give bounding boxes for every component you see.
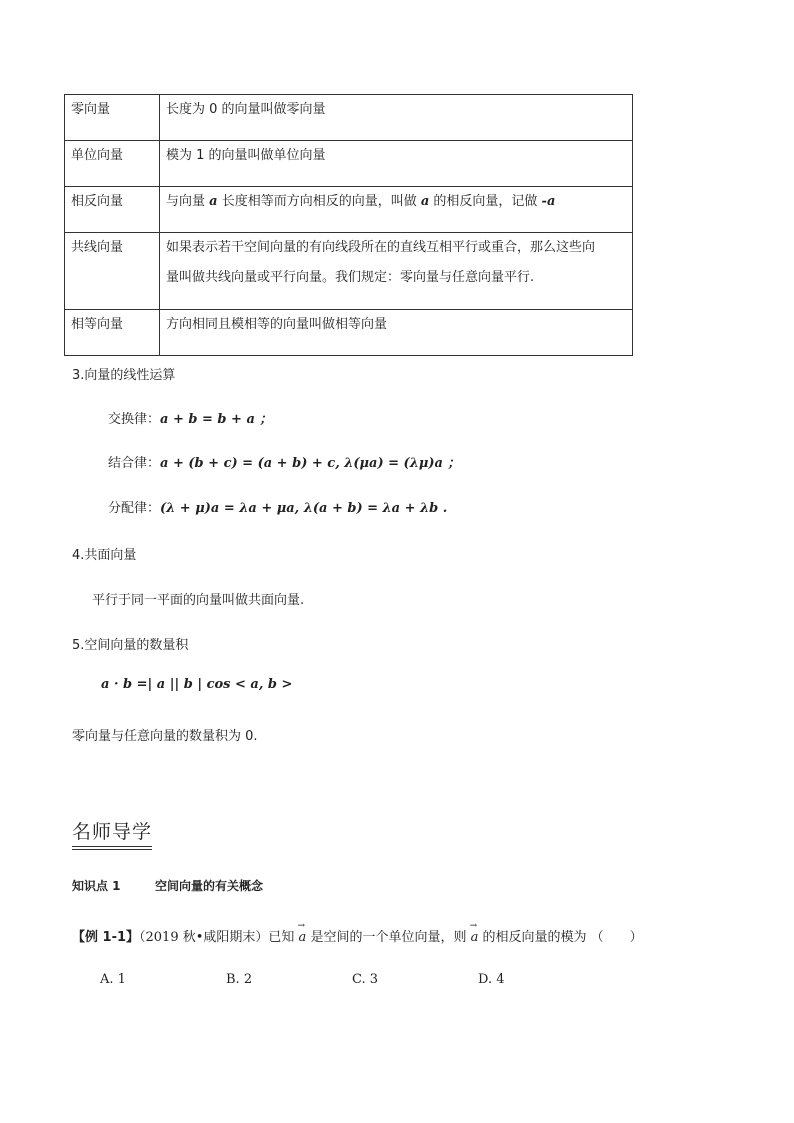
example-question	[72, 926, 643, 945]
option-b[interactable]: B. 2	[226, 972, 253, 987]
law-label: 分配律：	[108, 501, 161, 516]
knowledge-point-title: 空间向量的有关概念	[155, 879, 264, 893]
term-cell: 相反向量	[65, 187, 160, 233]
question-text: 是空间的一个单位向量，则	[306, 930, 471, 945]
paragraph: 零向量与任意向量的数量积为 0.	[72, 729, 258, 744]
paragraph: 平行于同一平面的向量叫做共面向量.	[92, 593, 305, 608]
commutative-law	[108, 408, 272, 427]
section-title: 5.空间向量的数量积	[72, 638, 189, 653]
example-source: （2019 秋•咸阳期末）	[139, 930, 269, 945]
dot-product-formula: a · b =| a || b | cos < a, b >	[101, 677, 293, 692]
desc-cell: 方向相同且模相等的向量叫做相等向量	[160, 310, 633, 356]
desc-cell: 长度为 0 的向量叫做零向量	[160, 95, 633, 141]
vector-a: → a	[471, 930, 479, 945]
question-text: 的相反向量的模为 （ ）	[478, 930, 643, 945]
option-d[interactable]: D. 4	[478, 972, 505, 987]
term-cell: 共线向量	[65, 233, 160, 310]
desc-text: 的相反向量，记做	[429, 194, 542, 209]
desc-cell	[160, 187, 633, 233]
formula: a + (b + c) = (a + b) + c, λ(μa) = (λμ)a ；	[160, 456, 461, 471]
knowledge-point-label: 知识点 1	[72, 879, 121, 893]
formula: a + b = b + a ；	[160, 412, 273, 427]
term-cell: 相等向量	[65, 310, 160, 356]
desc-text: 长度相等而方向相反的向量，叫做	[217, 194, 421, 209]
formula: (λ + μ)a = λa + μa, λ(a + b) = λa + λb .	[160, 501, 448, 516]
vector-a: → a	[299, 930, 307, 945]
vector-a: a	[209, 194, 218, 209]
table-row	[65, 310, 633, 356]
desc-cell: 模为 1 的向量叫做单位向量	[160, 141, 633, 187]
law-label: 结合律：	[108, 456, 161, 471]
table-row	[65, 233, 633, 310]
table-row	[65, 95, 633, 141]
section-title: 3.向量的线性运算	[72, 368, 176, 383]
vector-a: a	[420, 194, 430, 209]
option-a[interactable]: A. 1	[100, 972, 126, 987]
distributive-law	[108, 497, 447, 516]
desc-cell	[160, 233, 633, 310]
term-cell: 单位向量	[65, 141, 160, 187]
question-text: 已知	[268, 930, 299, 945]
desc-text: 与向量	[166, 194, 210, 209]
table-row	[65, 187, 633, 233]
vector-neg-a: -a	[541, 194, 556, 209]
option-c[interactable]: C. 3	[352, 972, 379, 987]
table-row	[65, 141, 633, 187]
law-label: 交换律：	[108, 412, 161, 427]
master-heading: 名师导学	[72, 817, 152, 847]
associative-law	[108, 452, 460, 471]
section-title: 4.共面向量	[72, 548, 137, 563]
example-tag: 【例 1-1】	[72, 930, 140, 945]
term-cell: 零向量	[65, 95, 160, 141]
desc-line: 量叫做共线向量或平行向量。我们规定：零向量与任意向量平行.	[166, 270, 535, 285]
definitions-table	[64, 94, 633, 356]
desc-line: 如果表示若干空间向量的有向线段所在的直线互相平行或重合，那么这些向	[166, 240, 596, 255]
